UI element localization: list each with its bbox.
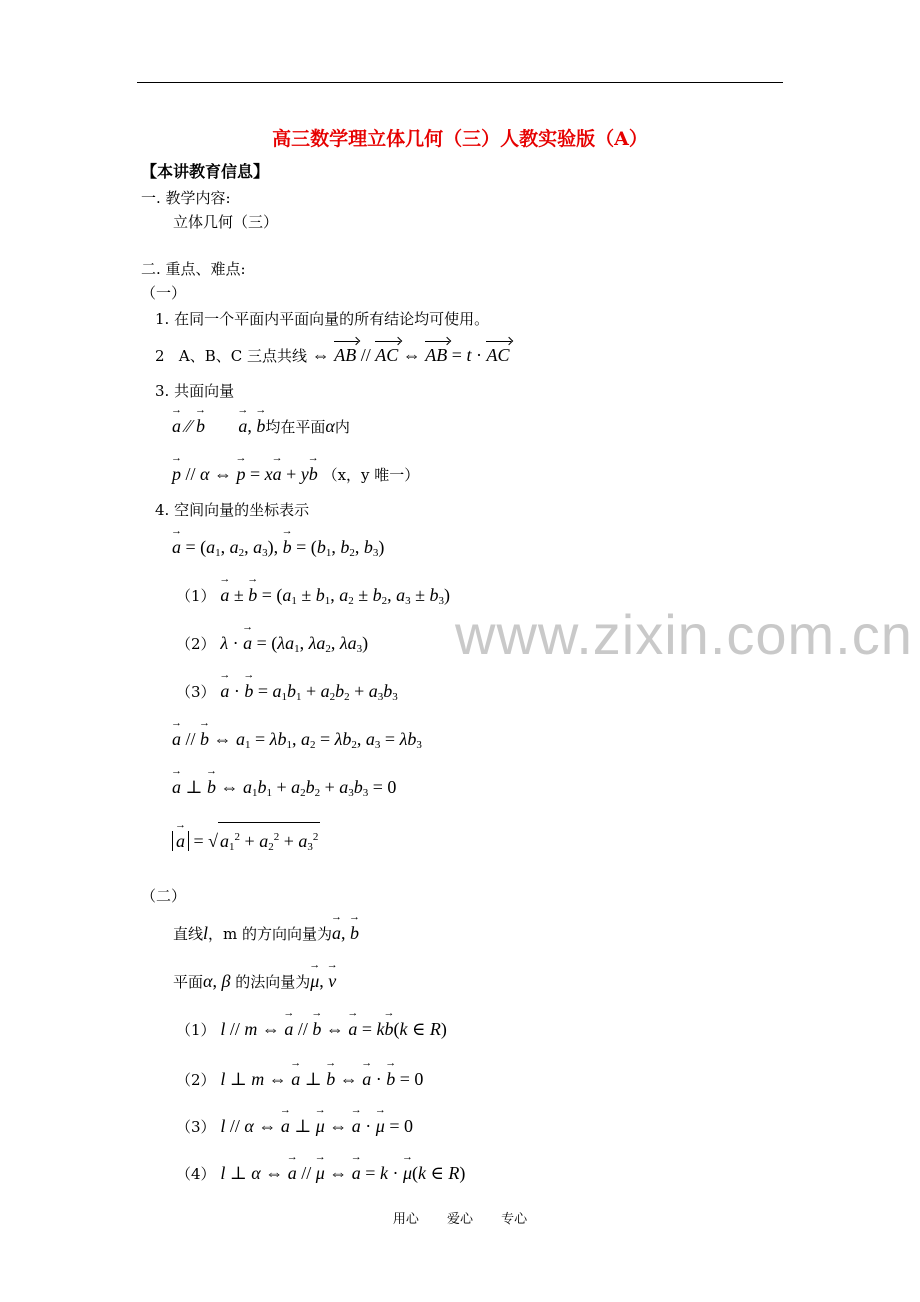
item-3: 3. 共面向量 [155,382,235,400]
relation-4: （4） l ⊥ α ⇔ → a // → μ ⇔ → a = k · → μ(k ∈ R) [176,1163,465,1184]
line-direction-prefix: 直线 [173,925,204,943]
coplanar-line-1: → a ⁄⁄ → b → a, → b均在平面α内 [172,416,350,437]
item-1: 1. 在同一个平面内平面向量的所有结论均可使用。 [155,310,490,328]
relation-2: （2） l ⊥ m ⇔ → a ⊥ → b ⇔ → a · → b = 0 [176,1069,423,1090]
item-2 [155,345,509,366]
relation-2-label: （2） [176,1071,216,1089]
magnitude-rule: → a = √ $a_1^2 + a_2^2 + a_3^2$ [172,822,320,857]
coord-def: → $a = (a_1$, $a_2$, $a_3$), → $b = (b_1$, $b_2$, $b_3$) [172,537,384,563]
item-4: 4. 空间向量的坐标表示 [155,501,310,519]
watermark: www.zixin.com.cn [455,603,913,666]
coord-rule-3: （3） → a · → $b = a_1b_1 + a_2b_2 + a_3b_3$ [176,681,398,707]
part2-label: （二） [141,887,187,905]
content-text: 立体几何（三） [173,213,279,231]
coord-rule-3-label: （3） [176,683,216,701]
coord-rule-1-label: （1） [176,587,216,605]
header-rule [137,82,783,83]
relation-4-label: （4） [176,1165,216,1183]
relation-3: （3） l // α ⇔ → a ⊥ → μ ⇔ → a · → μ = 0 [176,1116,413,1137]
collinear-formula: ⇔ AB // AC ⇔ AB = t · AC [311,345,510,365]
footer-c: 专心 [501,1212,528,1227]
line-direction: 直线l，m 的方向向量为→ a, → b [173,923,359,944]
plane-normal-mid: 的法向量为 [230,973,311,991]
relation-1-label: （1） [176,1021,216,1039]
coplanar-line-2: → p // α ⇔ → p = x→ a + y→ b （x，y 唯一） [172,464,419,485]
coord-rule-2-label: （2） [176,635,216,653]
parallel-rule: → a // → b ⇔ $a_1 = \lambda b_1$, $a_2 = \lambda b_2$, $a_3 = \lambda b_3$ [172,729,422,755]
item-2-num: 2 [155,347,165,365]
footer-a: 用心 [392,1212,419,1227]
content-heading: 一. 教学内容: [141,189,231,207]
coplanar-note: （x，y 唯一） [322,466,420,484]
footer-b: 爱心 [446,1212,473,1227]
coord-rule-2: （2） λ · → $a = (\lambda a_1$, $\lambda a_2$, $\lambda a_3$) [176,633,368,659]
section-header: 【本讲教育信息】 [141,162,270,181]
part1-label: （一） [141,284,187,302]
keypoints-heading: 二. 重点、难点: [141,260,246,278]
plane-normal: 平面α, β 的法向量为→ μ, → v [173,971,336,992]
relation-1: （1） l // m ⇔ → a // → b ⇔ → a = k→ b(k ∈ R) [176,1019,447,1040]
item-2-text: A、B、C 三点共线 [178,347,307,365]
relation-3-label: （3） [176,1118,216,1136]
coplanar-desc: 均在平面 [265,418,326,436]
plane-normal-prefix: 平面 [173,973,204,991]
line-direction-mid: ，m 的方向向量为 [208,925,333,943]
perp-rule: → a ⊥ → b ⇔ $a_1b_1 + a_2b_2 + a_3b_3 = 0$ [172,777,396,803]
coplanar-desc2: 内 [334,418,350,436]
footer [0,1208,920,1227]
coord-rule-1: （1） → a ± → $b = (a_1 \pm b_1$, $a_2 \pm b_2$, $a_3 \pm b_3$) [176,585,450,611]
page-title: 高三数学理立体几何（三）人教实验版（A） [272,128,648,150]
